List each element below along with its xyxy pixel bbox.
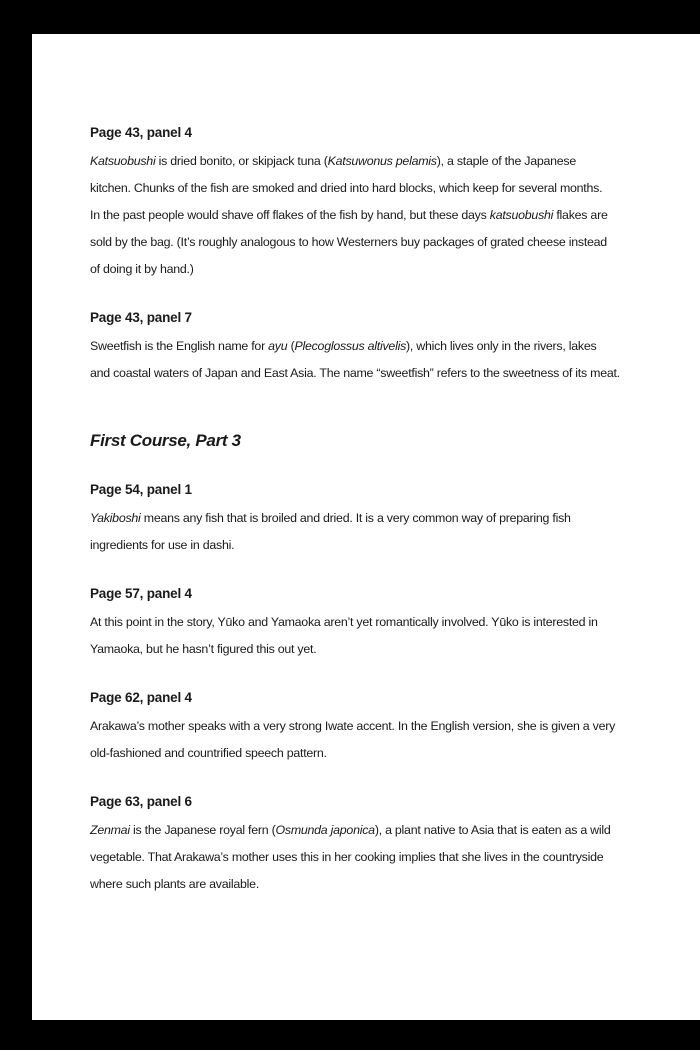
- italic-term: ayu: [268, 339, 288, 353]
- text-run: where such plants are available.: [90, 877, 260, 891]
- note-line: [90, 333, 650, 360]
- text-run: means any fish that is broiled and dried. It is a very common way of preparing fish: [140, 511, 571, 525]
- italic-term: katsuobushi: [489, 208, 554, 222]
- note-body: [90, 333, 650, 387]
- text-run: kitchen. Chunks of the fish are smoked and dried into hard blocks, which keep for several months.: [90, 181, 603, 195]
- note-line: [90, 609, 650, 636]
- text-run: Arakawa’s mother speaks with a very strong Iwate accent. In the English version, she is given a very: [90, 719, 616, 733]
- note-line: [90, 175, 650, 202]
- text-run: ), which lives only in the rivers, lakes: [406, 339, 597, 353]
- note-line: [90, 202, 650, 229]
- italic-term: Zenmai: [90, 823, 130, 837]
- text-run: At this point in the story, Yūko and Yamaoka aren’t yet romantically involved. Yūko is interested in: [90, 615, 598, 629]
- text-run: ), a plant native to Asia that is eaten as a wild: [374, 823, 611, 837]
- italic-term: Katsuwonus pelamis: [327, 154, 437, 168]
- notes-top-group: [90, 124, 650, 387]
- note-heading: Page 63, panel 6: [90, 794, 192, 809]
- text-run: Yamaoka, but he hasn’t figured this out yet.: [90, 642, 317, 656]
- note-line: [90, 713, 650, 740]
- text-run: is dried bonito, or skipjack tuna (: [155, 154, 328, 168]
- note-body: [90, 713, 650, 767]
- note-block: [90, 481, 650, 559]
- italic-term: Plecoglossus altivelis: [294, 339, 407, 353]
- text-run: is the Japanese royal fern (: [129, 823, 276, 837]
- note-heading: Page 57, panel 4: [90, 586, 192, 601]
- note-line: [90, 817, 650, 844]
- note-heading: Page 43, panel 7: [90, 310, 192, 325]
- note-heading: Page 62, panel 4: [90, 690, 192, 705]
- note-line: [90, 532, 650, 559]
- note-line: [90, 360, 650, 387]
- text-run: Sweetfish is the English name for: [90, 339, 269, 353]
- note-heading: Page 43, panel 4: [90, 125, 192, 140]
- text-run: of doing it by hand.): [90, 262, 194, 276]
- note-line: [90, 256, 650, 283]
- italic-term: Yakiboshi: [90, 511, 141, 525]
- note-line: [90, 148, 650, 175]
- text-run: sold by the bag. (It’s roughly analogous to how Westerners buy packages of grated cheese instead: [90, 235, 607, 249]
- italic-term: Osmunda japonica: [275, 823, 375, 837]
- note-block: [90, 309, 650, 387]
- note-block: [90, 585, 650, 663]
- text-run: flakes are: [553, 208, 608, 222]
- text-run: old-fashioned and countrified speech pattern.: [90, 746, 327, 760]
- note-block: [90, 689, 650, 767]
- italic-term: Katsuobushi: [90, 154, 156, 168]
- note-line: [90, 636, 650, 663]
- text-run: vegetable. That Arakawa’s mother uses this in her cooking implies that she lives in the countryside: [90, 850, 604, 864]
- section-title: First Course, Part 3: [90, 431, 241, 450]
- text-run: (: [287, 339, 295, 353]
- note-block: [90, 793, 650, 898]
- note-heading: Page 54, panel 1: [90, 482, 192, 497]
- page-content: [90, 124, 650, 924]
- note-line: [90, 229, 650, 256]
- note-block: [90, 124, 650, 283]
- notes-bottom-group: [90, 481, 650, 898]
- document-page: [32, 34, 700, 1020]
- note-body: [90, 505, 650, 559]
- note-line: [90, 844, 650, 871]
- note-body: [90, 148, 650, 283]
- note-body: [90, 817, 650, 898]
- note-line: [90, 740, 650, 767]
- note-body: [90, 609, 650, 663]
- text-run: In the past people would shave off flakes of the fish by hand, but these days: [90, 208, 490, 222]
- note-line: [90, 871, 650, 898]
- text-run: ingredients for use in dashi.: [90, 538, 235, 552]
- note-line: [90, 505, 650, 532]
- text-run: ), a staple of the Japanese: [436, 154, 577, 168]
- text-run: and coastal waters of Japan and East Asia. The name “sweetfish” refers to the sweetness of its meat.: [90, 366, 620, 380]
